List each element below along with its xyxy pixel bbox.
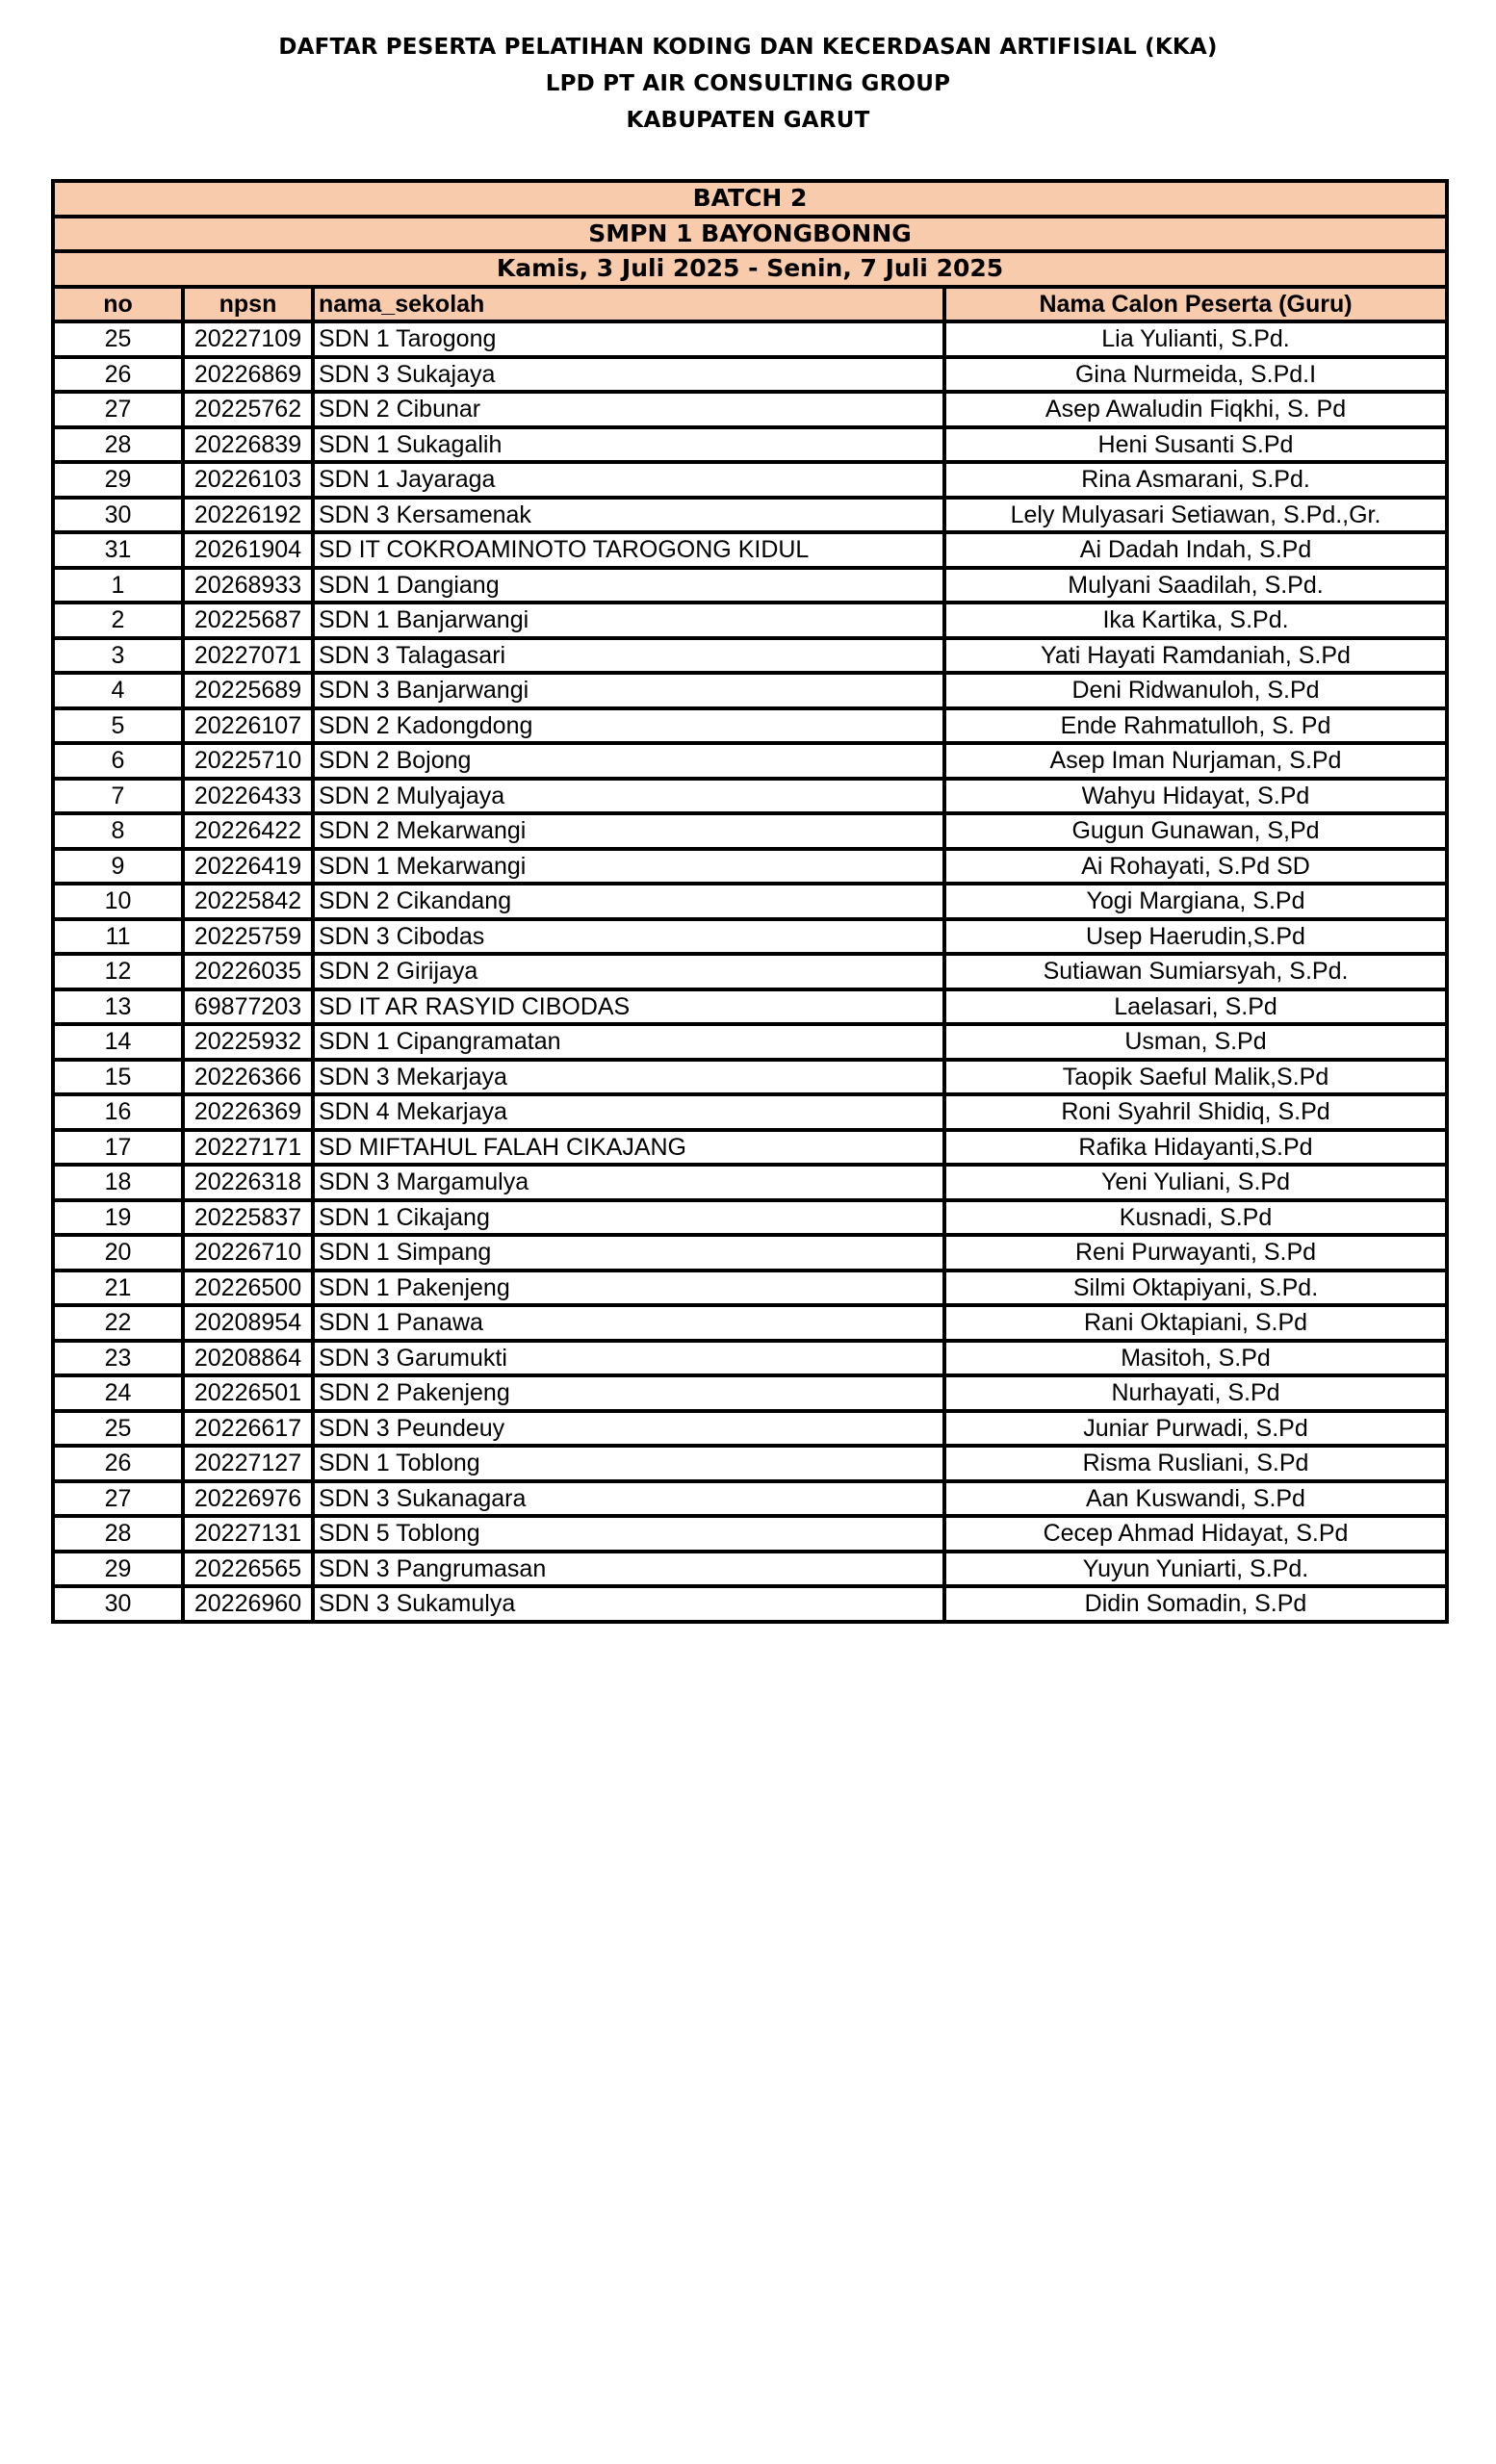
table-row [53,603,1447,638]
row-school-name: SDN 1 Toblong [313,1446,944,1481]
row-npsn: 20226107 [183,708,313,744]
row-no: 5 [53,708,183,744]
row-npsn: 20261904 [183,532,313,568]
row-school-name: SDN 1 Panawa [313,1305,944,1341]
row-npsn: 69877203 [183,989,313,1025]
row-npsn: 20225842 [183,884,313,919]
row-school-name: SDN 1 Banjarwangi [313,603,944,638]
row-no: 27 [53,392,183,427]
row-no: 19 [53,1200,183,1236]
row-school-name: SDN 3 Pangrumasan [313,1552,944,1587]
table-row [53,954,1447,989]
table-row [53,532,1447,568]
row-school-name: SDN 1 Cipangramatan [313,1024,944,1060]
table-row [53,743,1447,779]
row-no: 27 [53,1481,183,1517]
row-no: 20 [53,1235,183,1270]
row-school-name: SDN 2 Mekarwangi [313,813,944,849]
row-npsn: 20227071 [183,638,313,674]
row-npsn: 20226103 [183,462,313,498]
document-title: DAFTAR PESERTA PELATIHAN KODING DAN KECERDASAN ARTIFISIAL (KKA) [278,35,1218,60]
row-npsn: 20226565 [183,1552,313,1587]
table-row [53,498,1447,533]
row-npsn: 20226501 [183,1375,313,1411]
row-npsn: 20208864 [183,1341,313,1376]
row-participant-name: Yuyun Yuniarti, S.Pd. [944,1552,1447,1587]
row-school-name: SDN 2 Mulyajaya [313,779,944,814]
table-row [53,1024,1447,1060]
table-row [53,568,1447,603]
row-school-name: SDN 2 Cibunar [313,392,944,427]
table-row [53,708,1447,744]
row-participant-name: Yati Hayati Ramdaniah, S.Pd [944,638,1447,674]
region-name: KABUPATEN GARUT [626,108,870,133]
row-no: 22 [53,1305,183,1341]
row-no: 17 [53,1130,183,1166]
row-npsn: 20227109 [183,321,313,357]
participant-table [51,179,1449,1624]
row-school-name: SDN 3 Sukanagara [313,1481,944,1517]
row-npsn: 20226422 [183,813,313,849]
row-npsn: 20225689 [183,673,313,708]
row-no: 4 [53,673,183,708]
row-no: 15 [53,1060,183,1095]
row-npsn: 20227131 [183,1516,313,1552]
table-row [53,321,1447,357]
row-no: 18 [53,1165,183,1200]
row-npsn: 20226035 [183,954,313,989]
row-no: 24 [53,1375,183,1411]
row-school-name: SDN 5 Toblong [313,1516,944,1552]
row-no: 23 [53,1341,183,1376]
row-participant-name: Roni Syahril Shidiq, S.Pd [944,1094,1447,1130]
row-participant-name: Usman, S.Pd [944,1024,1447,1060]
row-school-name: SDN 3 Kersamenak [313,498,944,533]
venue-label: SMPN 1 BAYONGBONNG [53,217,1447,252]
row-npsn: 20226839 [183,427,313,463]
row-npsn: 20225687 [183,603,313,638]
row-no: 1 [53,568,183,603]
row-npsn: 20226369 [183,1094,313,1130]
table-row [53,427,1447,463]
table-row [53,462,1447,498]
row-school-name: SD MIFTAHUL FALAH CIKAJANG [313,1130,944,1166]
row-participant-name: Lely Mulyasari Setiawan, S.Pd.,Gr. [944,498,1447,533]
row-participant-name: Cecep Ahmad Hidayat, S.Pd [944,1516,1447,1552]
row-participant-name: Mulyani Saadilah, S.Pd. [944,568,1447,603]
table-row [53,638,1447,674]
row-npsn: 20225710 [183,743,313,779]
row-no: 29 [53,462,183,498]
row-participant-name: Heni Susanti S.Pd [944,427,1447,463]
table-row [53,989,1447,1025]
row-school-name: SDN 2 Cikandang [313,884,944,919]
row-no: 10 [53,884,183,919]
row-npsn: 20225837 [183,1200,313,1236]
row-participant-name: Aan Kuswandi, S.Pd [944,1481,1447,1517]
row-no: 2 [53,603,183,638]
row-school-name: SDN 1 Pakenjeng [313,1270,944,1306]
column-header-nama-peserta: Nama Calon Peserta (Guru) [944,287,1447,322]
date-row [53,251,1447,287]
row-participant-name: Wahyu Hidayat, S.Pd [944,779,1447,814]
column-header-npsn: npsn [183,287,313,322]
row-no: 9 [53,849,183,885]
row-no: 28 [53,1516,183,1552]
table-row [53,1341,1447,1376]
row-school-name: SDN 1 Tarogong [313,321,944,357]
row-npsn: 20226869 [183,357,313,393]
row-no: 26 [53,1446,183,1481]
table-row [53,1516,1447,1552]
table-row [53,1305,1447,1341]
row-school-name: SDN 1 Mekarwangi [313,849,944,885]
row-school-name: SDN 1 Sukagalih [313,427,944,463]
row-school-name: SD IT COKROAMINOTO TAROGONG KIDUL [313,532,944,568]
table-row [53,1586,1447,1622]
row-participant-name: Silmi Oktapiyani, S.Pd. [944,1270,1447,1306]
table-row [53,1446,1447,1481]
row-school-name: SDN 3 Sukamulya [313,1586,944,1622]
table-row [53,1270,1447,1306]
row-no: 31 [53,532,183,568]
row-participant-name: Gina Nurmeida, S.Pd.I [944,357,1447,393]
row-school-name: SD IT AR RASYID CIBODAS [313,989,944,1025]
table-row [53,813,1447,849]
batch-row [53,181,1447,217]
row-participant-name: Deni Ridwanuloh, S.Pd [944,673,1447,708]
row-participant-name: Ai Dadah Indah, S.Pd [944,532,1447,568]
row-npsn: 20226976 [183,1481,313,1517]
row-no: 28 [53,427,183,463]
table-row [53,779,1447,814]
row-no: 7 [53,779,183,814]
row-participant-name: Laelasari, S.Pd [944,989,1447,1025]
row-school-name: SDN 2 Kadongdong [313,708,944,744]
row-school-name: SDN 2 Bojong [313,743,944,779]
row-no: 21 [53,1270,183,1306]
row-participant-name: Ai Rohayati, S.Pd SD [944,849,1447,885]
row-school-name: SDN 3 Banjarwangi [313,673,944,708]
row-school-name: SDN 1 Simpang [313,1235,944,1270]
row-no: 29 [53,1552,183,1587]
row-school-name: SDN 3 Talagasari [313,638,944,674]
row-school-name: SDN 4 Mekarjaya [313,1094,944,1130]
row-participant-name: Juniar Purwadi, S.Pd [944,1411,1447,1447]
batch-label: BATCH 2 [53,181,1447,217]
row-npsn: 20225932 [183,1024,313,1060]
table-row [53,849,1447,885]
row-npsn: 20225762 [183,392,313,427]
table-row [53,357,1447,393]
table-row [53,1375,1447,1411]
row-participant-name: Yeni Yuliani, S.Pd [944,1165,1447,1200]
column-header-row [53,287,1447,322]
row-school-name: SDN 3 Cibodas [313,919,944,955]
row-participant-name: Risma Rusliani, S.Pd [944,1446,1447,1481]
row-npsn: 20226192 [183,498,313,533]
row-participant-name: Sutiawan Sumiarsyah, S.Pd. [944,954,1447,989]
row-participant-name: Usep Haerudin,S.Pd [944,919,1447,955]
date-range: Kamis, 3 Juli 2025 - Senin, 7 Juli 2025 [53,251,1447,287]
row-participant-name: Asep Iman Nurjaman, S.Pd [944,743,1447,779]
row-participant-name: Rafika Hidayanti,S.Pd [944,1130,1447,1166]
row-npsn: 20226960 [183,1586,313,1622]
row-npsn: 20226433 [183,779,313,814]
row-no: 16 [53,1094,183,1130]
row-participant-name: Nurhayati, S.Pd [944,1375,1447,1411]
table-row [53,673,1447,708]
row-school-name: SDN 3 Garumukti [313,1341,944,1376]
row-no: 30 [53,498,183,533]
row-npsn: 20227171 [183,1130,313,1166]
row-npsn: 20208954 [183,1305,313,1341]
row-participant-name: Gugun Gunawan, S,Pd [944,813,1447,849]
table-row [53,1094,1447,1130]
row-no: 13 [53,989,183,1025]
row-npsn: 20226617 [183,1411,313,1447]
row-participant-name: Ende Rahmatulloh, S. Pd [944,708,1447,744]
row-npsn: 20226500 [183,1270,313,1306]
document-header [0,29,1496,139]
column-header-no: no [53,287,183,322]
row-npsn: 20225759 [183,919,313,955]
row-participant-name: Yogi Margiana, S.Pd [944,884,1447,919]
row-no: 6 [53,743,183,779]
row-school-name: SDN 1 Dangiang [313,568,944,603]
row-npsn: 20227127 [183,1446,313,1481]
organizer-name: LPD PT AIR CONSULTING GROUP [545,71,951,96]
row-participant-name: Ika Kartika, S.Pd. [944,603,1447,638]
table-row [53,1235,1447,1270]
table-row [53,1411,1447,1447]
row-no: 8 [53,813,183,849]
row-npsn: 20268933 [183,568,313,603]
table-row [53,919,1447,955]
row-npsn: 20226366 [183,1060,313,1095]
row-school-name: SDN 1 Cikajang [313,1200,944,1236]
row-participant-name: Reni Purwayanti, S.Pd [944,1235,1447,1270]
row-school-name: SDN 2 Girijaya [313,954,944,989]
row-no: 14 [53,1024,183,1060]
row-no: 30 [53,1586,183,1622]
row-no: 25 [53,321,183,357]
row-npsn: 20226710 [183,1235,313,1270]
table-row [53,1060,1447,1095]
row-no: 12 [53,954,183,989]
table-row [53,884,1447,919]
row-participant-name: Rani Oktapiani, S.Pd [944,1305,1447,1341]
row-school-name: SDN 3 Sukajaya [313,357,944,393]
row-no: 26 [53,357,183,393]
row-participant-name: Lia Yulianti, S.Pd. [944,321,1447,357]
row-school-name: SDN 2 Pakenjeng [313,1375,944,1411]
venue-row [53,217,1447,252]
row-npsn: 20226419 [183,849,313,885]
row-participant-name: Asep Awaludin Fiqkhi, S. Pd [944,392,1447,427]
row-no: 11 [53,919,183,955]
table-row [53,1481,1447,1517]
row-participant-name: Taopik Saeful Malik,S.Pd [944,1060,1447,1095]
row-school-name: SDN 1 Jayaraga [313,462,944,498]
row-participant-name: Rina Asmarani, S.Pd. [944,462,1447,498]
row-school-name: SDN 3 Margamulya [313,1165,944,1200]
column-header-nama-sekolah: nama_sekolah [313,287,944,322]
row-participant-name: Didin Somadin, S.Pd [944,1586,1447,1622]
table-row [53,1552,1447,1587]
row-participant-name: Masitoh, S.Pd [944,1341,1447,1376]
table-row [53,1130,1447,1166]
row-no: 25 [53,1411,183,1447]
table-row [53,1165,1447,1200]
row-npsn: 20226318 [183,1165,313,1200]
table-row [53,1200,1447,1236]
row-no: 3 [53,638,183,674]
participant-rows [53,321,1447,1622]
table-row [53,392,1447,427]
row-participant-name: Kusnadi, S.Pd [944,1200,1447,1236]
row-school-name: SDN 3 Peundeuy [313,1411,944,1447]
row-school-name: SDN 3 Mekarjaya [313,1060,944,1095]
